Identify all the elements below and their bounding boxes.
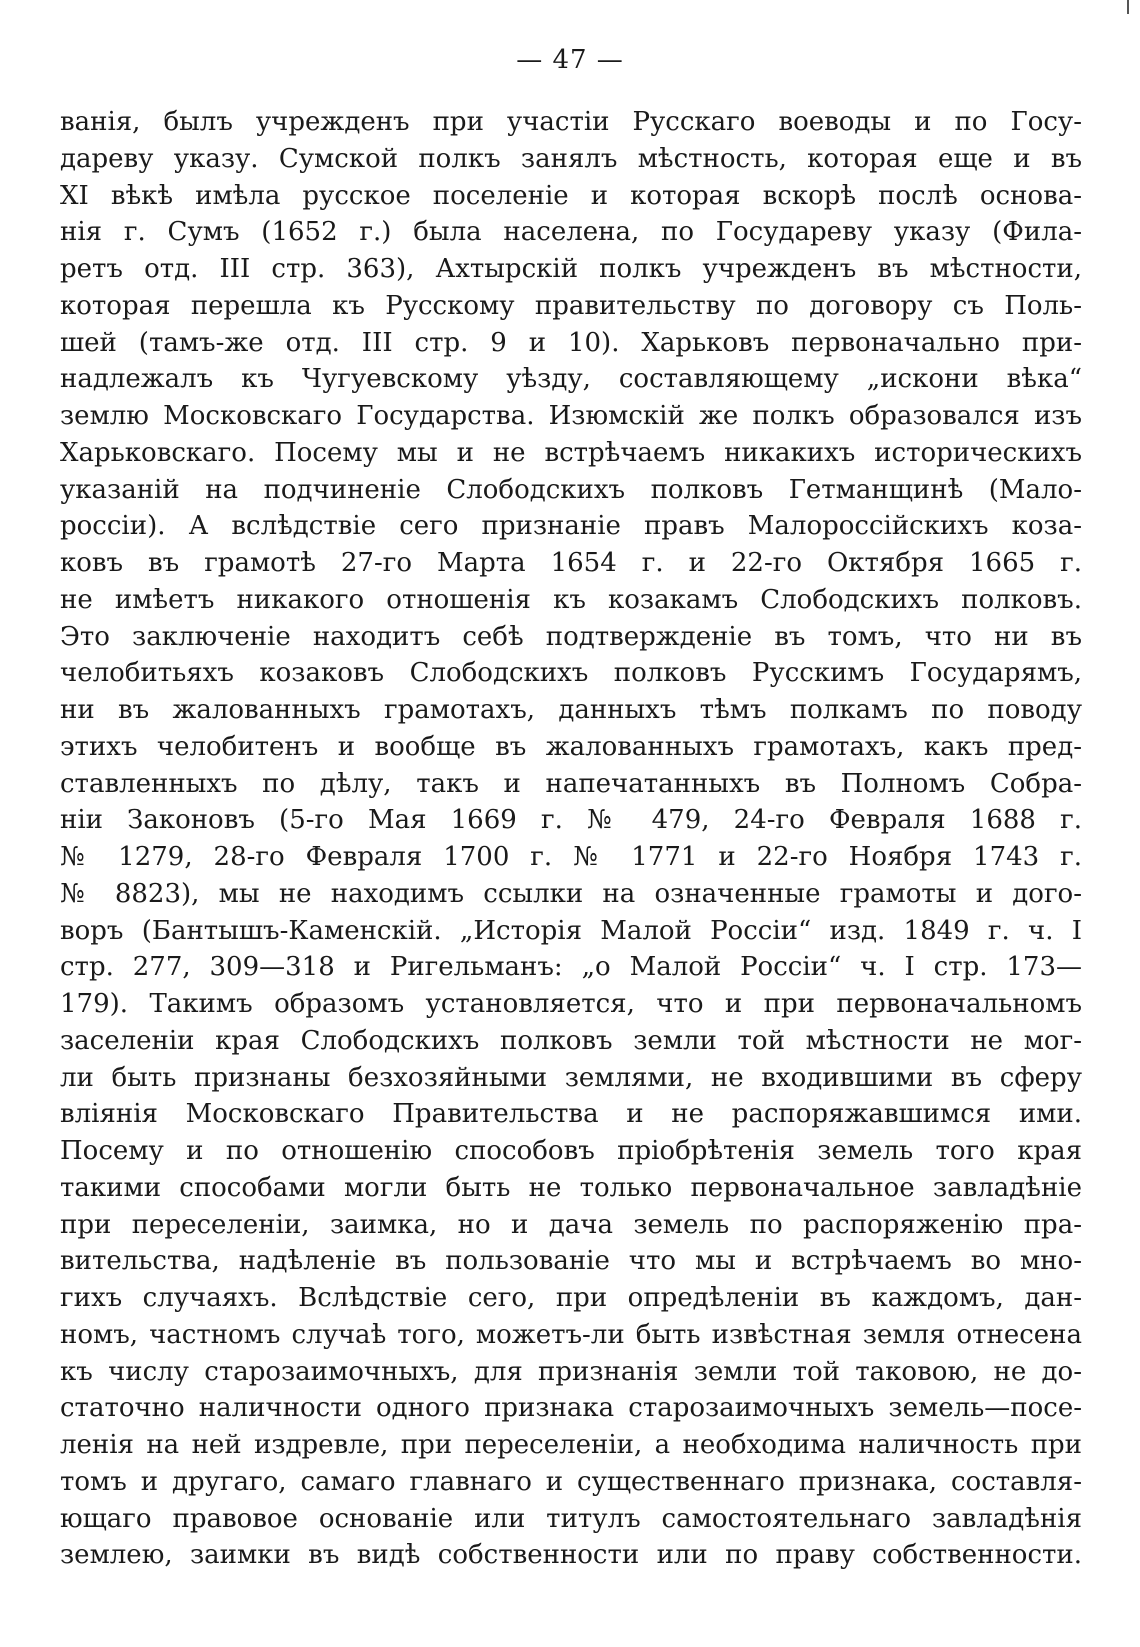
page-number: — 47 — bbox=[516, 45, 624, 75]
text-line: томъ и другаго, самаго главнаго и существеннаго признака, составля- bbox=[60, 1466, 1082, 1497]
scan-edge-mark bbox=[1127, 0, 1129, 14]
text-line: ванія, былъ учрежденъ при участіи Русскаго воеводы и по Госу- bbox=[60, 107, 1082, 137]
text-line: воръ (Бантышъ-Каменскій. „Исторія Малой Россіи“ изд. 1849 г. ч. I bbox=[60, 915, 1082, 946]
text-line: шей (тамъ-же отд. III стр. 9 и 10). Харьковъ первоначально при- bbox=[60, 327, 1082, 358]
text-line: Это заключеніе находитъ себѣ подтвержденіе въ томъ, что ни въ bbox=[60, 621, 1082, 652]
text-line: надлежалъ къ Чугуевскому уѣзду, составляющему „искони вѣка“ bbox=[60, 364, 1082, 395]
text-line: ніи Законовъ (5-го Мая 1669 г. № 479, 24-го Февраля 1688 г. bbox=[60, 805, 1082, 836]
text-line: ретъ отд. III стр. 363), Ахтырскій полкъ учрежденъ въ мѣстности, bbox=[60, 254, 1082, 284]
text-line: челобитьяхъ козаковъ Слободскихъ полковъ Русскимъ Государямъ, bbox=[60, 658, 1082, 689]
text-line: такими способами могли быть не только первоначальное завладѣніе bbox=[60, 1172, 1082, 1203]
text-line: номъ, частномъ случаѣ того, можетъ-ли быть извѣстная земля отнесена bbox=[60, 1319, 1082, 1350]
text-line: Посему и по отношенію способовъ пріобрѣтенія земель того края bbox=[60, 1136, 1082, 1166]
text-line: при переселеніи, заимка, но и дача земель по распоряженію пра- bbox=[60, 1209, 1082, 1240]
text-line: этихъ челобитенъ и вообще въ жалованныхъ грамотахъ, какъ пред- bbox=[60, 731, 1082, 762]
text-line: нія г. Сумъ (1652 г.) была населена, по Государеву указу (Фила- bbox=[60, 217, 1082, 248]
text-line: ленія на ней издревле, при переселеніи, а необходима наличность при bbox=[60, 1430, 1082, 1460]
text-line: ковъ въ грамотѣ 27-го Марта 1654 г. и 22-го Октября 1665 г. bbox=[60, 548, 1082, 578]
text-line: стр. 277, 309—318 и Ригельманъ: „о Малой Россіи“ ч. I стр. 173— bbox=[60, 952, 1082, 983]
text-line: 179). Такимъ образомъ установляется, что и при первоначальномъ bbox=[60, 989, 1082, 1019]
text-line: № 1279, 28-го Февраля 1700 г. № 1771 и 22-го Ноября 1743 г. bbox=[60, 842, 1082, 872]
text-line: XI вѣкѣ имѣла русское поселеніе и которая вскорѣ послѣ основа- bbox=[60, 180, 1082, 211]
text-line: ющаго правовое основаніе или титулъ самостоятельнаго завладѣнія bbox=[60, 1503, 1082, 1534]
text-line: вліянія Московскаго Правительства и не распоряжавшимся ими. bbox=[60, 1099, 1082, 1130]
text-line: россіи). А вслѣдствіе сего признаніе правъ Малороссійскихъ коза- bbox=[60, 511, 1082, 542]
text-line: ни въ жалованныхъ грамотахъ, данныхъ тѣмъ полкамъ по поводу bbox=[60, 695, 1082, 725]
body-text bbox=[60, 104, 1082, 1574]
text-line: къ числу старозаимочныхъ, для признанія земли той таковою, не до- bbox=[60, 1356, 1082, 1387]
text-line: статочно наличности одного признака старозаимочныхъ земель—посе- bbox=[60, 1393, 1082, 1424]
text-line: заселеніи края Слободскихъ полковъ земли той мѣстности не мог- bbox=[60, 1025, 1082, 1056]
text-line: землею, заимки въ видѣ собственности или по праву собственности. bbox=[60, 1540, 1082, 1571]
text-line: дареву указу. Сумской полкъ занялъ мѣстность, которая еще и въ bbox=[60, 143, 1082, 174]
text-line: которая перешла къ Русскому правительству по договору съ Поль- bbox=[60, 290, 1082, 321]
text-line: Харьковскаго. Посему мы и не встрѣчаемъ никакихъ историческихъ bbox=[60, 437, 1082, 468]
text-line: вительства, надѣленіе въ пользованіе что мы и встрѣчаемъ во мно- bbox=[60, 1246, 1082, 1277]
text-line: ли быть признаны безхозяйными землями, не входившими въ сферу bbox=[60, 1062, 1082, 1093]
text-line: ставленныхъ по дѣлу, такъ и напечатанныхъ въ Полномъ Собра- bbox=[60, 768, 1082, 799]
text-line: гихъ случаяхъ. Вслѣдствіе сего, при опредѣленіи въ каждомъ, дан- bbox=[60, 1283, 1082, 1313]
text-line: № 8823), мы не находимъ ссылки на означенные грамоты и дого- bbox=[60, 878, 1082, 909]
text-line: землю Московскаго Государства. Изюмскій же полкъ образовался изъ bbox=[60, 401, 1082, 431]
text-line: указаній на подчиненіе Слободскихъ полковъ Гетманщинѣ (Мало- bbox=[60, 474, 1082, 505]
text-line: не имѣетъ никакого отношенія къ козакамъ Слободскихъ полковъ. bbox=[60, 584, 1082, 615]
